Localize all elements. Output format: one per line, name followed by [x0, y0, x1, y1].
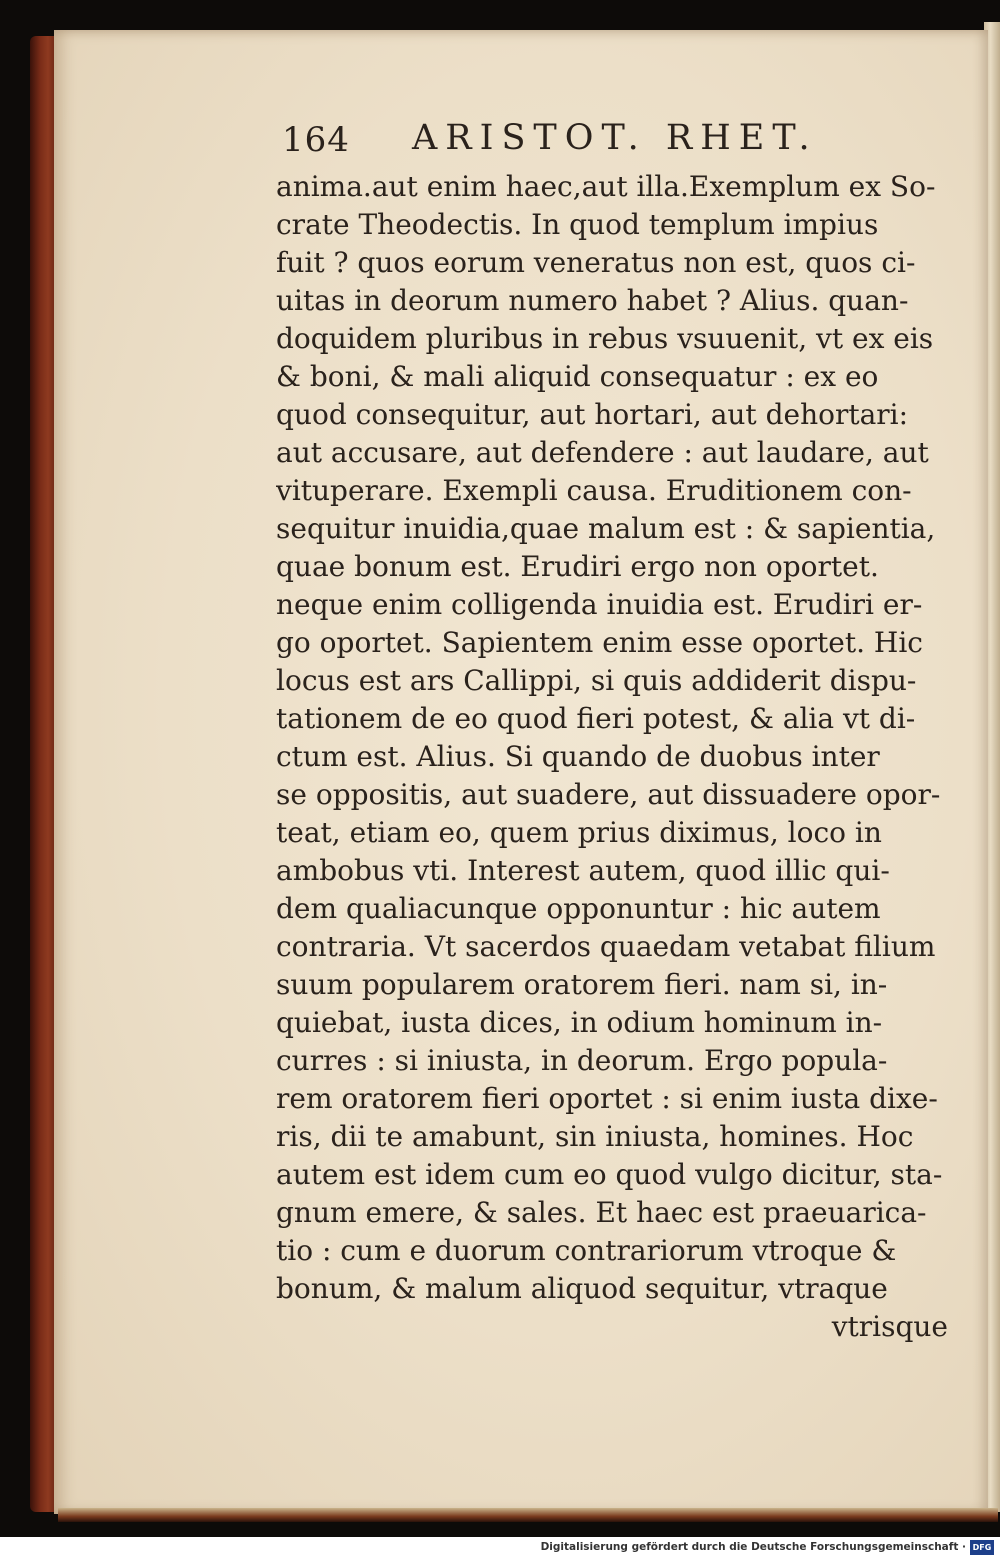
text-line: curres : si iniusta, in deorum. Ergo popula- [276, 1044, 888, 1077]
text-line: tio : cum e duorum contrariorum vtroque & [276, 1234, 897, 1267]
text-line: ctum est. Alius. Si quando de duobus inter [276, 740, 880, 773]
text-line: teat, etiam eo, quem prius diximus, loco in [276, 816, 882, 849]
text-line: bonum, & malum aliquod sequitur, vtraque [276, 1272, 888, 1305]
body-text [276, 168, 948, 1388]
text-line: quiebat, iusta dices, in odium hominum in- [276, 1006, 883, 1039]
text-line: crate Theodectis. In quod templum impius [276, 208, 879, 241]
text-line: autem est idem cum eo quod vulgo dicitur, sta- [276, 1158, 943, 1191]
text-line: quae bonum est. Erudiri ergo non oportet. [276, 550, 879, 583]
funding-notice: Digitalisierung gefördert durch die Deutsche Forschungsgemeinschaft · [540, 1541, 966, 1553]
text-line: uitas in deorum numero habet ? Alius. quan- [276, 284, 909, 317]
text-line: go oportet. Sapientem enim esse oportet. Hic [276, 626, 923, 659]
text-line: tationem de eo quod fieri potest, & alia vt di- [276, 702, 916, 735]
text-line: gnum emere, & sales. Et haec est praeuarica- [276, 1196, 927, 1229]
footer-bar [0, 1537, 1000, 1559]
page-number: 164 [282, 120, 350, 160]
text-line: sequitur inuidia,quae malum est : & sapientia, [276, 512, 936, 545]
page-header [282, 114, 902, 164]
text-line: se oppositis, aut suadere, aut dissuadere opor- [276, 778, 941, 811]
text-line: fuit ? quos eorum veneratus non est, quos ci- [276, 246, 916, 279]
text-line: & boni, & mali aliquid consequatur : ex eo [276, 360, 879, 393]
dfg-logo-icon: DFG [970, 1540, 994, 1555]
page-bottom-edge [58, 1508, 998, 1522]
running-title: ARISTOT. RHET. [412, 118, 818, 158]
text-line: doquidem pluribus in rebus vsuuenit, vt ex eis [276, 322, 934, 355]
text-line: quod consequitur, aut hortari, aut dehortari: [276, 398, 909, 431]
text-line: contraria. Vt sacerdos quaedam vetabat filium [276, 930, 936, 963]
text-line: ambobus vti. Interest autem, quod illic qui- [276, 854, 890, 887]
text-line: vituperare. Exempli causa. Eruditionem con- [276, 474, 912, 507]
text-line: aut accusare, aut defendere : aut laudare, aut [276, 436, 929, 469]
text-line: anima.aut enim haec,aut illa.Exemplum ex So- [276, 170, 936, 203]
text-line: ris, dii te amabunt, sin iniusta, homines. Hoc [276, 1120, 914, 1153]
catchword: vtrisque [831, 1310, 948, 1343]
text-line: locus est ars Callippi, si quis addiderit dispu- [276, 664, 917, 697]
text-line: neque enim colligenda inuidia est. Erudiri er- [276, 588, 923, 621]
text-line: rem oratorem fieri oportet : si enim iusta dixe- [276, 1082, 938, 1115]
text-line: dem qualiacunque opponuntur : hic autem [276, 892, 881, 925]
text-line: suum popularem oratorem fieri. nam si, in- [276, 968, 888, 1001]
